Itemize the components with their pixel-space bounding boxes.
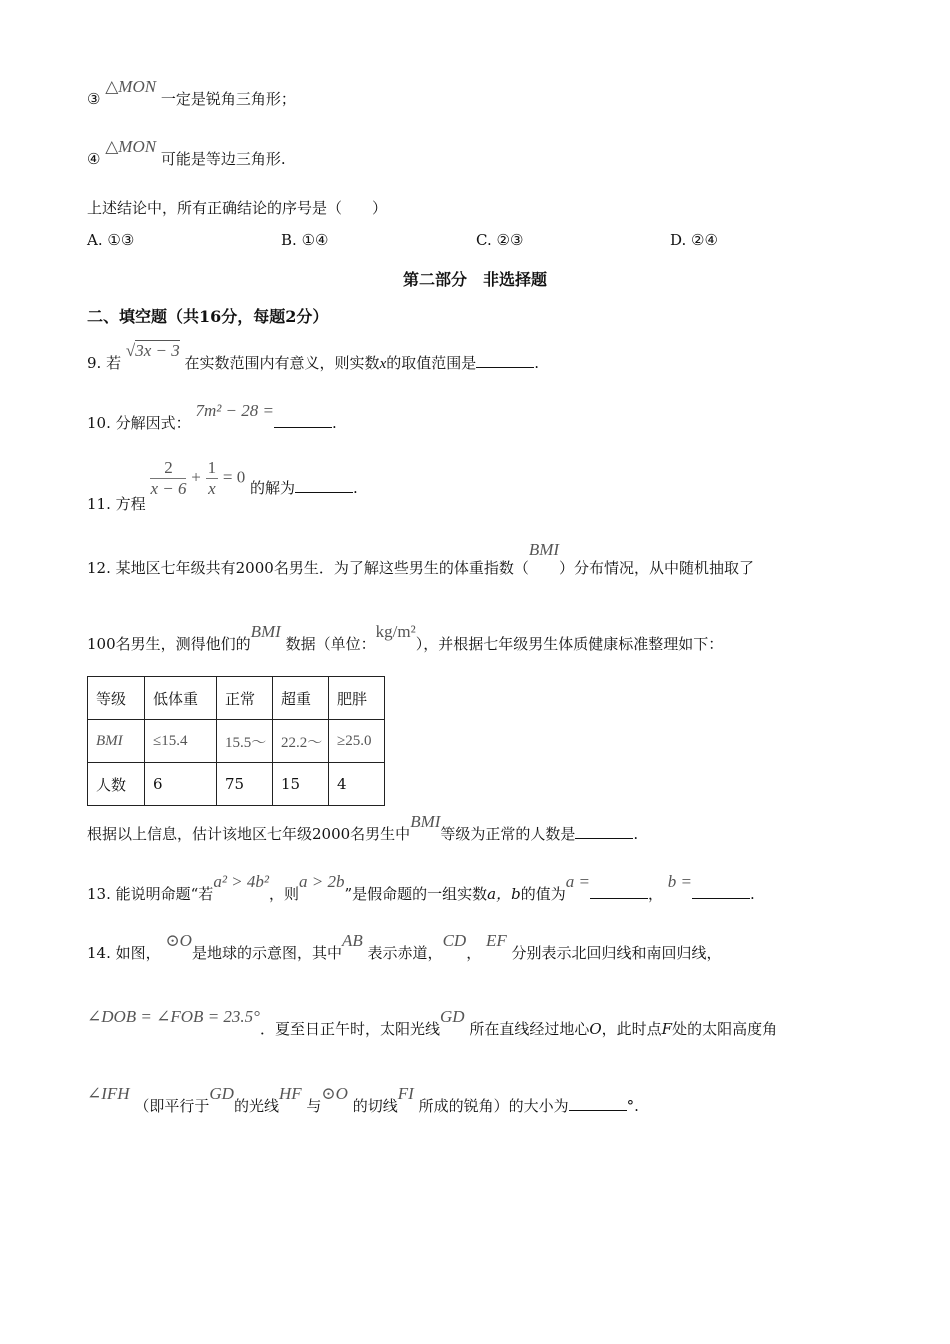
answer-blank-13a[interactable] — [590, 884, 648, 899]
unit-label: kg/m² — [375, 622, 416, 641]
answer-blank-10[interactable] — [274, 413, 332, 428]
option-3-math: △MON — [105, 77, 157, 96]
question-12-line3: 根据以上信息，估计该地区七年级2000名男生中BMI等级为正常的人数是 . — [87, 812, 639, 843]
sqrt-expression: √3x − 3 — [125, 341, 180, 360]
answer-blank-13b[interactable] — [692, 884, 750, 899]
bmi-table — [87, 676, 385, 806]
question-10: 10. 分解因式： 7m² − 28 =. — [87, 401, 337, 432]
fraction-2: $\frac{1}{x}$ — [207, 458, 217, 498]
option-3-marker: ③ — [87, 90, 101, 108]
section-title: 二、填空题（共16分，每题2分） — [87, 307, 329, 326]
option-3 — [87, 77, 296, 109]
q10-math: 7m² − 28 = — [195, 401, 275, 420]
answer-blank-11[interactable] — [295, 478, 353, 493]
option-4-marker: ④ — [87, 150, 101, 168]
answer-blank-14[interactable] — [569, 1096, 627, 1111]
part-title: 第二部分 非选择题 — [402, 270, 547, 289]
answer-blank-12[interactable] — [575, 824, 633, 839]
question-12-line2: 100名男生，测得他们的BMI 数据（单位：kg/m²），并根据七年级男生体质健康标准整理如下： — [87, 622, 724, 653]
table-row: BMI ≤15.4 15.5～ 22.2～ ≥25.0 — [88, 720, 385, 763]
option-4-math: △MON — [105, 137, 157, 156]
choice-a: A. ①③ — [87, 231, 135, 249]
bmi-label: BMI — [528, 540, 560, 559]
table-row: 人数 6 75 15 4 — [88, 763, 385, 806]
answer-blank-9[interactable] — [476, 353, 534, 368]
question-13: 13. 能说明命题“若a² > 4b²，则a > 2b”是假命题的一组实数a，b的值为a =， b =. — [87, 872, 755, 903]
option-3-text: 一定是锐角三角形； — [160, 90, 296, 108]
question-9: 9. 若 √3x − 3 在实数范围内有意义，则实数x的取值范围是 . — [87, 341, 540, 372]
fraction-1: $\frac{2}{x - 6}$ — [150, 458, 187, 498]
choice-b: B. ①④ — [281, 231, 329, 249]
choice-d: D. ②④ — [670, 231, 718, 249]
choice-c: C. ②③ — [476, 231, 524, 249]
question-14-line3: ∠IFH （即平行于GD的光线HF 与⊙O 的切线FI 所成的锐角）的大小为 °. — [87, 1084, 639, 1115]
question-12-line1: 12. 某地区七年级共有2000名男生．为了解这些男生的体重指数（BMI）分布情况，从中随机抽取了 — [87, 540, 755, 577]
option-4-text: 可能是等边三角形. — [160, 150, 286, 168]
question-14-line1: 14. 如图， ⊙O是地球的示意图，其中AB 表示赤道，CD， EF 分别表示北回归线和南回归线， — [87, 931, 722, 962]
table-row: 等级 低体重 正常 超重 肥胖 — [88, 677, 385, 720]
option-4 — [87, 137, 286, 169]
question-11: 11. 方程 $\frac{2}{x - 6}$ + $\frac{1}{x}$ = 0 的解为 . — [87, 458, 358, 513]
question-14-line2: ∠DOB = ∠FOB = 23.5°．夏至日正午时，太阳光线GD 所在直线经过地心O，此时点F处的太阳高度角 — [87, 1007, 778, 1038]
question-8-prompt: 上述结论中，所有正确结论的序号是（ ） — [87, 199, 388, 217]
